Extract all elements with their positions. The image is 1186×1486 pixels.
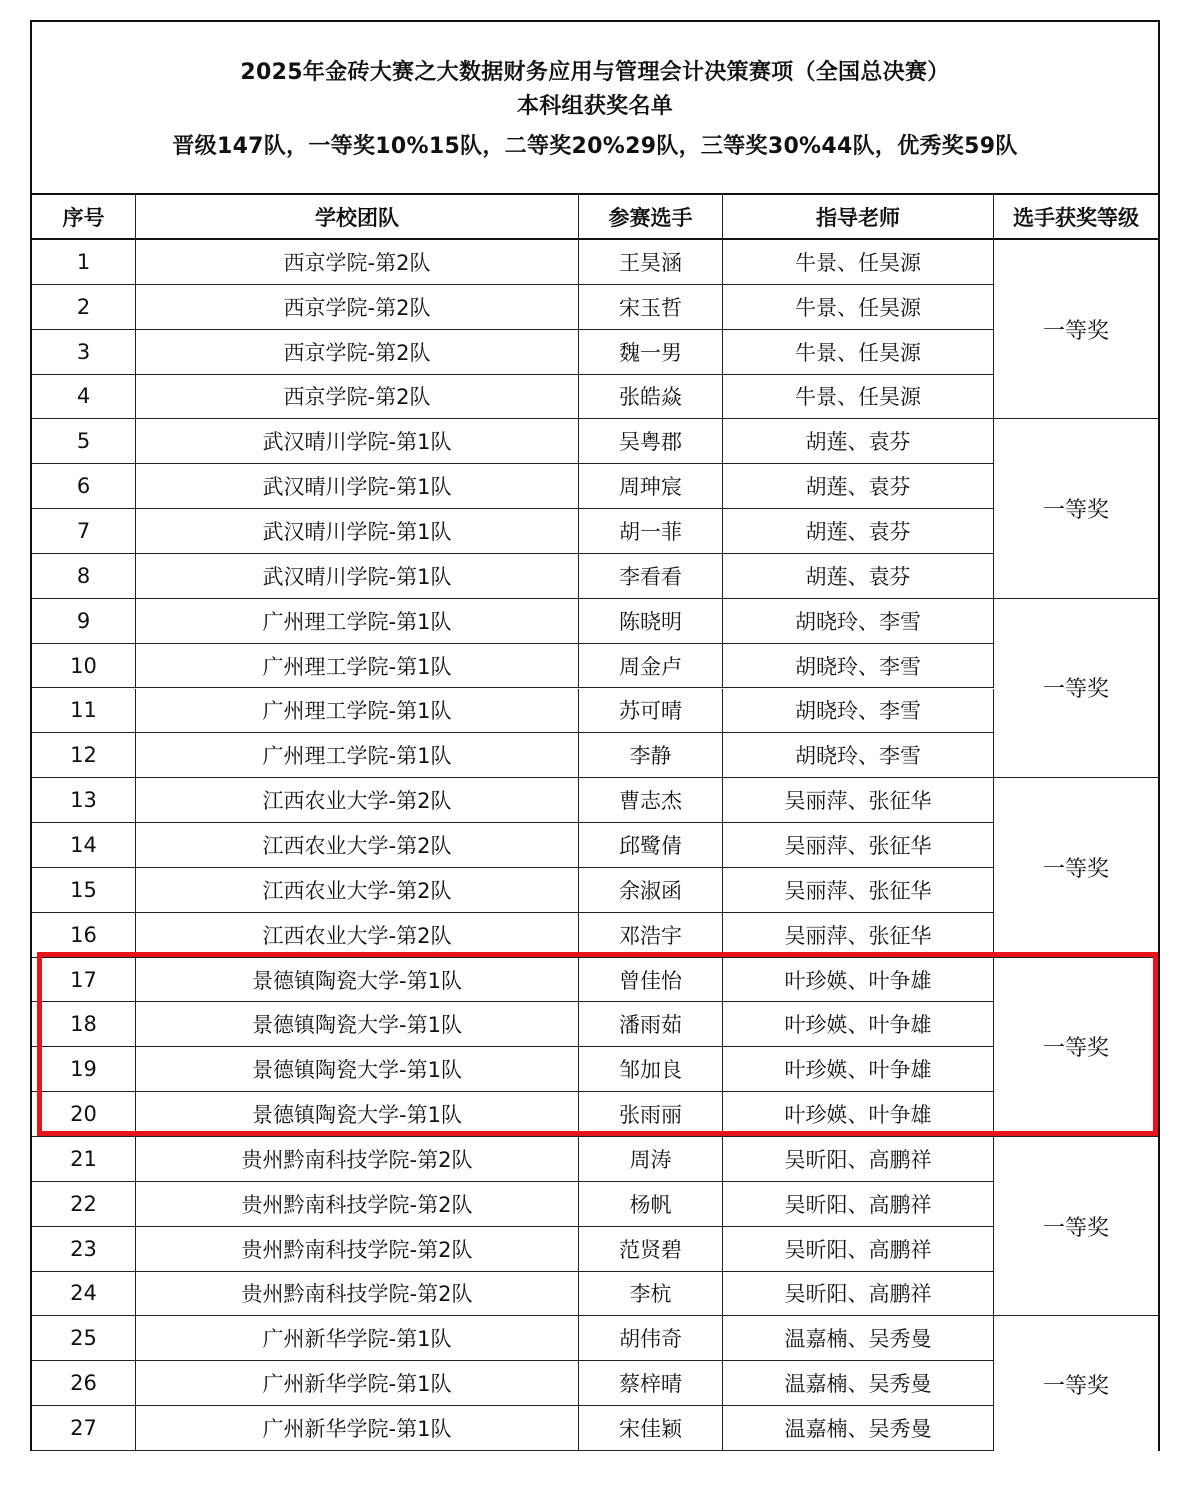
cell-team: 西京学院-第2队 xyxy=(136,240,579,285)
cell-teacher: 吴丽萍、张征华 xyxy=(723,913,994,958)
cell-player: 邓浩宇 xyxy=(579,913,723,958)
cell-team: 西京学院-第2队 xyxy=(136,330,579,375)
title-competition: 2025年金砖大赛之大数据财务应用与管理会计决策赛项（全国总决赛） xyxy=(240,60,950,85)
cell-team: 广州新华学院-第1队 xyxy=(136,1316,579,1361)
cell-teacher: 温嘉楠、吴秀曼 xyxy=(723,1406,994,1451)
cell-index: 13 xyxy=(32,778,136,823)
cell-player: 李看看 xyxy=(579,554,723,599)
cell-team: 广州新华学院-第1队 xyxy=(136,1361,579,1406)
cell-player: 张皓焱 xyxy=(579,375,723,420)
cell-teacher: 胡晓玲、李雪 xyxy=(723,689,994,734)
cell-index: 24 xyxy=(32,1272,136,1317)
cell-teacher: 胡莲、袁芬 xyxy=(723,419,994,464)
cell-index: 22 xyxy=(32,1182,136,1227)
cell-player: 蔡梓晴 xyxy=(579,1361,723,1406)
cell-team: 广州理工学院-第1队 xyxy=(136,689,579,734)
cell-index: 21 xyxy=(32,1137,136,1182)
cell-player: 邱鹭倩 xyxy=(579,823,723,868)
cell-team: 景德镇陶瓷大学-第1队 xyxy=(136,958,579,1003)
cell-team: 景德镇陶瓷大学-第1队 xyxy=(136,1092,579,1137)
cell-player: 余淑函 xyxy=(579,868,723,913)
cell-team: 贵州黔南科技学院-第2队 xyxy=(136,1182,579,1227)
cell-index: 23 xyxy=(32,1227,136,1272)
cell-award-level: 一等奖 xyxy=(994,778,1158,957)
cell-team: 武汉晴川学院-第1队 xyxy=(136,509,579,554)
cell-award-level: 一等奖 xyxy=(994,958,1158,1137)
cell-teacher: 牛景、任昊源 xyxy=(723,375,994,420)
award-list-sheet xyxy=(30,20,1160,1451)
cell-teacher: 胡莲、袁芬 xyxy=(723,554,994,599)
cell-teacher: 叶珍媖、叶争雄 xyxy=(723,1092,994,1137)
cell-player: 宋佳颖 xyxy=(579,1406,723,1451)
cell-index: 15 xyxy=(32,868,136,913)
cell-player: 王昊涵 xyxy=(579,240,723,285)
cell-teacher: 吴昕阳、高鹏祥 xyxy=(723,1182,994,1227)
cell-teacher: 胡莲、袁芬 xyxy=(723,464,994,509)
cell-player: 李杭 xyxy=(579,1272,723,1317)
cell-teacher: 温嘉楠、吴秀曼 xyxy=(723,1361,994,1406)
cell-teacher: 叶珍媖、叶争雄 xyxy=(723,958,994,1003)
cell-team: 广州新华学院-第1队 xyxy=(136,1406,579,1451)
cell-teacher: 吴昕阳、高鹏祥 xyxy=(723,1272,994,1317)
cell-team: 贵州黔南科技学院-第2队 xyxy=(136,1227,579,1272)
header-team: 学校团队 xyxy=(136,195,579,240)
cell-player: 周涛 xyxy=(579,1137,723,1182)
cell-teacher: 牛景、任昊源 xyxy=(723,240,994,285)
cell-index: 12 xyxy=(32,733,136,778)
cell-player: 魏一男 xyxy=(579,330,723,375)
header-award-level: 选手获奖等级 xyxy=(994,195,1158,240)
cell-award-level: 一等奖 xyxy=(994,599,1158,778)
cell-index: 27 xyxy=(32,1406,136,1451)
cell-index: 14 xyxy=(32,823,136,868)
cell-award-level: 一等奖 xyxy=(994,419,1158,598)
cell-player: 吴粤郡 xyxy=(579,419,723,464)
cell-team: 广州理工学院-第1队 xyxy=(136,644,579,689)
cell-teacher: 叶珍媖、叶争雄 xyxy=(723,1047,994,1092)
cell-index: 26 xyxy=(32,1361,136,1406)
cell-index: 6 xyxy=(32,464,136,509)
cell-index: 5 xyxy=(32,419,136,464)
cell-teacher: 胡莲、袁芬 xyxy=(723,509,994,554)
document-header xyxy=(32,22,1158,195)
award-table xyxy=(32,195,1158,1453)
cell-player: 周珅宸 xyxy=(579,464,723,509)
cell-team: 武汉晴川学院-第1队 xyxy=(136,464,579,509)
cell-team: 武汉晴川学院-第1队 xyxy=(136,419,579,464)
cell-player: 胡伟奇 xyxy=(579,1316,723,1361)
cell-teacher: 牛景、任昊源 xyxy=(723,285,994,330)
cell-team: 广州理工学院-第1队 xyxy=(136,733,579,778)
cell-index: 17 xyxy=(32,958,136,1003)
cell-team: 景德镇陶瓷大学-第1队 xyxy=(136,1002,579,1047)
cell-teacher: 胡晓玲、李雪 xyxy=(723,644,994,689)
cell-teacher: 吴丽萍、张征华 xyxy=(723,868,994,913)
cell-teacher: 胡晓玲、李雪 xyxy=(723,599,994,644)
cell-teacher: 温嘉楠、吴秀曼 xyxy=(723,1316,994,1361)
cell-player: 邹加良 xyxy=(579,1047,723,1092)
cell-index: 18 xyxy=(32,1002,136,1047)
cell-teacher: 胡晓玲、李雪 xyxy=(723,733,994,778)
header-player: 参赛选手 xyxy=(579,195,723,240)
cell-index: 7 xyxy=(32,509,136,554)
cell-team: 西京学院-第2队 xyxy=(136,285,579,330)
cell-team: 江西农业大学-第2队 xyxy=(136,778,579,823)
cell-teacher: 叶珍媖、叶争雄 xyxy=(723,1002,994,1047)
cell-index: 25 xyxy=(32,1316,136,1361)
cell-player: 苏可晴 xyxy=(579,689,723,734)
cell-player: 李静 xyxy=(579,733,723,778)
cell-teacher: 吴昕阳、高鹏祥 xyxy=(723,1227,994,1272)
cell-index: 16 xyxy=(32,913,136,958)
cell-player: 宋玉哲 xyxy=(579,285,723,330)
cell-player: 胡一菲 xyxy=(579,509,723,554)
cell-team: 西京学院-第2队 xyxy=(136,375,579,420)
cell-player: 张雨丽 xyxy=(579,1092,723,1137)
cell-team: 景德镇陶瓷大学-第1队 xyxy=(136,1047,579,1092)
header-index: 序号 xyxy=(32,195,136,240)
title-group: 本科组获奖名单 xyxy=(516,94,674,119)
cell-index: 8 xyxy=(32,554,136,599)
cell-index: 2 xyxy=(32,285,136,330)
cell-player: 陈晓明 xyxy=(579,599,723,644)
cell-team: 江西农业大学-第2队 xyxy=(136,823,579,868)
cell-team: 武汉晴川学院-第1队 xyxy=(136,554,579,599)
cell-index: 9 xyxy=(32,599,136,644)
cell-index: 11 xyxy=(32,689,136,734)
cell-team: 贵州黔南科技学院-第2队 xyxy=(136,1272,579,1317)
cell-player: 潘雨茹 xyxy=(579,1002,723,1047)
cell-index: 4 xyxy=(32,375,136,420)
cell-player: 曾佳怡 xyxy=(579,958,723,1003)
cell-award-level: 一等奖 xyxy=(994,240,1158,419)
title-summary: 晋级147队，一等奖10%15队，二等奖20%29队，三等奖30%44队，优秀奖59队 xyxy=(172,134,1018,159)
cell-award-level: 一等奖 xyxy=(994,1137,1158,1316)
cell-teacher: 吴丽萍、张征华 xyxy=(723,778,994,823)
header-teacher: 指导老师 xyxy=(723,195,994,240)
cell-index: 1 xyxy=(32,240,136,285)
cell-player: 杨帆 xyxy=(579,1182,723,1227)
cell-teacher: 吴昕阳、高鹏祥 xyxy=(723,1137,994,1182)
cell-index: 3 xyxy=(32,330,136,375)
cell-team: 江西农业大学-第2队 xyxy=(136,913,579,958)
cell-index: 20 xyxy=(32,1092,136,1137)
cell-teacher: 吴丽萍、张征华 xyxy=(723,823,994,868)
cell-player: 范贤碧 xyxy=(579,1227,723,1272)
cell-player: 周金卢 xyxy=(579,644,723,689)
cell-team: 广州理工学院-第1队 xyxy=(136,599,579,644)
cell-team: 贵州黔南科技学院-第2队 xyxy=(136,1137,579,1182)
cell-index: 10 xyxy=(32,644,136,689)
cell-team: 江西农业大学-第2队 xyxy=(136,868,579,913)
cell-award-level: 一等奖 xyxy=(1042,1374,1109,1400)
cell-player: 曹志杰 xyxy=(579,778,723,823)
cell-teacher: 牛景、任昊源 xyxy=(723,330,994,375)
cell-index: 19 xyxy=(32,1047,136,1092)
